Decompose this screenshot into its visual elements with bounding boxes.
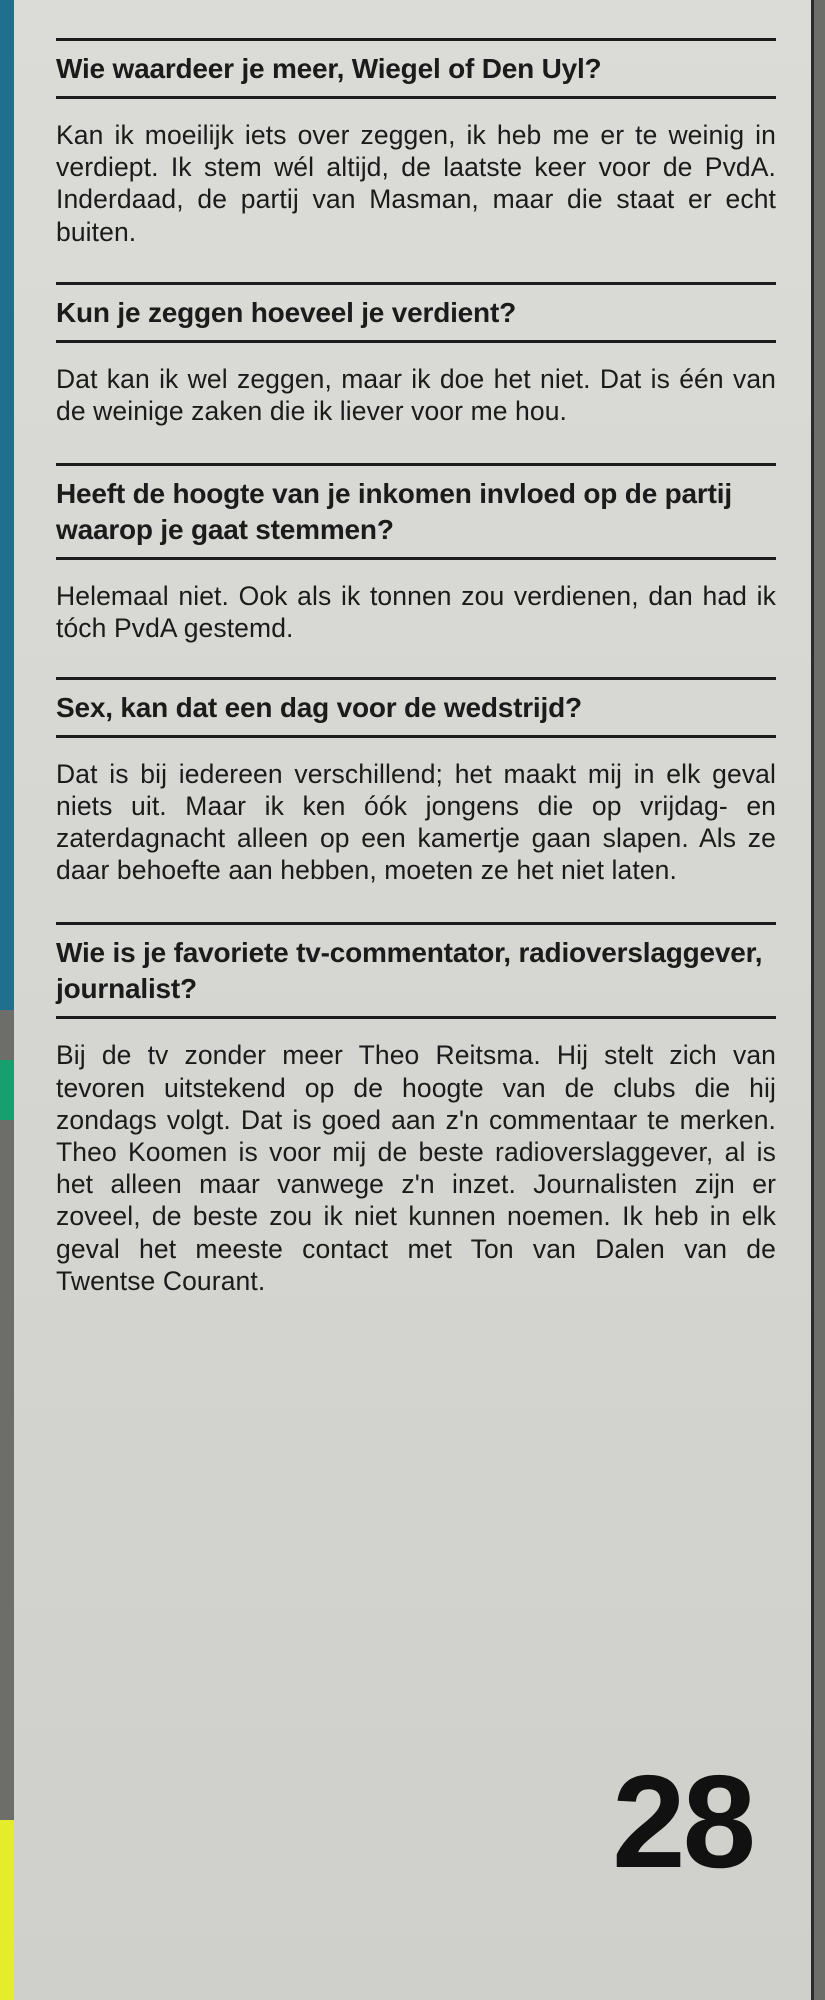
answer-2: Dat kan ik wel zeggen, maar ik doe het niet. Dat is één van de weinige zaken die ik liever voor me hou. (56, 363, 776, 427)
question-3: Heeft de hoogte van je inkomen invloed op de partij waarop je gaat stemmen? (56, 463, 776, 560)
answer-5: Bij de tv zonder meer Theo Reitsma. Hij stelt zich van tevoren uitstekend op de hoogte van de clubs die hij zondags volgt. Dat is goed aan z'n commentaar te merken. Theo Koomen is voor mij de beste radioverslaggever, al is het alleen maar vanwege z'n inzet. Journalisten zijn er zoveel, de beste zou ik niet kunnen noemen. Ik heb in elk geval het meeste contact met Ton van Dalen van de Twentse Courant. (56, 1040, 776, 1296)
answer-4: Dat is bij iedereen verschillend; het maakt mij in elk geval niets uit. Maar ik ken óók jongens die op vrijdag- en zaterdagnacht alleen op een kamertje gaan slapen. Als ze daar behoefte aan hebben, moeten ze het niet laten. (56, 758, 776, 886)
question-1: Wie waardeer je meer, Wiegel of Den Uyl? (56, 38, 776, 99)
qa-block-5 (56, 922, 776, 1297)
qa-block-1 (56, 38, 776, 248)
question-2: Kun je zeggen hoeveel je verdient? (56, 282, 776, 343)
qa-block-4 (56, 677, 776, 887)
interview-column (56, 38, 776, 1297)
qa-block-2 (56, 282, 776, 427)
adjacent-page-green-strip (0, 1060, 14, 1120)
adjacent-page-blue-strip (0, 0, 14, 1010)
magazine-page (14, 0, 814, 2000)
question-4: Sex, kan dat een dag voor de wedstrijd? (56, 677, 776, 738)
answer-1: Kan ik moeilijk iets over zeggen, ik heb me er te weinig in verdiept. Ik stem wél altijd, de laatste keer voor de PvdA. Inderdaad, de partij van Masman, maar die staat er echt buiten. (56, 120, 776, 247)
page-number: 28 (612, 1748, 753, 1895)
answer-3: Helemaal niet. Ook als ik tonnen zou verdienen, dan had ik tóch PvdA gestemd. (56, 581, 776, 644)
qa-block-3 (56, 463, 776, 644)
question-5: Wie is je favoriete tv-commentator, radioverslaggever, journalist? (56, 922, 776, 1019)
